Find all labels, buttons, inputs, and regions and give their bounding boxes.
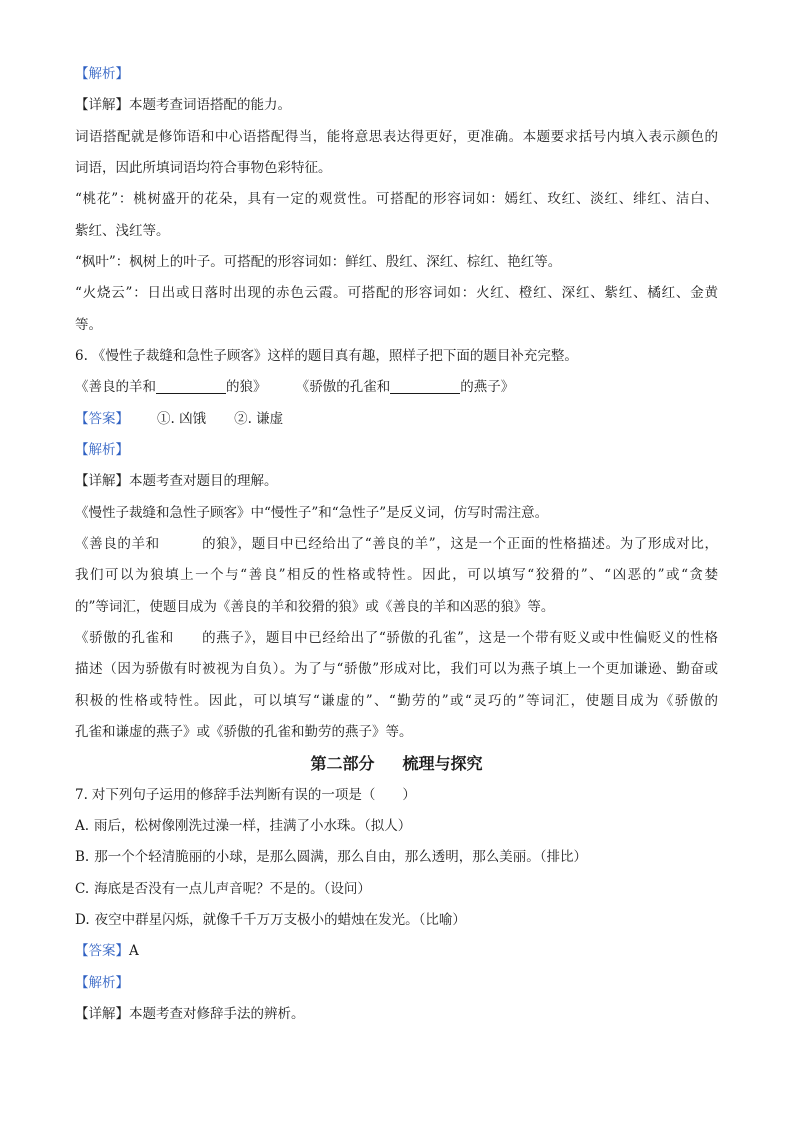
- peacock-explanation-line: 描述（因为骄傲有时被视为自负）。为了与“骄傲”形成对比，我们可以为燕子填上一个更加谦逊、勤奋或: [75, 661, 718, 678]
- page-content: [75, 59, 718, 1030]
- detail-text: 本题考查词语搭配的能力。: [129, 97, 291, 114]
- explanation-line: 词语搭配就是修饰语和中心语搭配得当，能将意思表达得更好，更准确。本题要求括号内填入表示颜色的: [75, 128, 718, 145]
- answer-label: 【答案】: [75, 943, 129, 960]
- answer-label: 【答案】: [75, 410, 129, 427]
- title-2-before: 《骄傲的孔雀和: [302, 379, 391, 396]
- answer-item-1: ①. 凶饿: [157, 410, 207, 427]
- title-2-after: 的燕子》: [460, 379, 515, 396]
- sheep-explanation-line: 的”等词汇，使题目成为《善良的羊和狡猾的狼》或《善良的羊和凶恶的狼》等。: [75, 598, 555, 615]
- peacock-explanation-line: 孔雀和谦虚的燕子》或《骄傲的孔雀和勤劳的燕子》等。: [75, 723, 413, 740]
- option-text: 雨后，松树像刚洗过澡一样，挂满了小水珠。（拟人）: [94, 817, 412, 834]
- analysis-label: 【解析】: [75, 66, 129, 82]
- answer-line: [75, 936, 718, 967]
- section-heading: [75, 748, 718, 779]
- option-a: [75, 811, 718, 842]
- explanation-line: 词语，因此所填词语均符合事物色彩特征。: [75, 159, 332, 176]
- detail-text: 本题考查对题目的理解。: [129, 473, 278, 490]
- option-letter: B.: [75, 849, 90, 866]
- option-b: [75, 842, 718, 873]
- question-6-titles: [75, 372, 718, 403]
- part-label: 第二部分: [310, 754, 375, 774]
- analysis-label: 【解析】: [75, 441, 129, 458]
- peacock-explanation-line: 积极的性格或特性。因此，可以填写“谦虚的”、“勤劳的”或“灵巧的”等词汇，使题目成为《骄傲的: [75, 692, 718, 709]
- title-1-before: 《善良的羊和: [75, 379, 156, 396]
- option-letter: A.: [75, 817, 90, 834]
- answer-blank: [390, 381, 460, 394]
- option-text: 夜空中群星闪烁，就像千千万万支极小的蜡烛在发光。（比喻）: [94, 911, 466, 928]
- question-number: 6.: [75, 347, 88, 364]
- detail-line: [75, 466, 718, 497]
- sheep-explanation-line: 我们可以为狼填上一个与“善良”相反的性格或特性。因此，可以填写“狡猾的”、“凶恶的”或“贪婪: [75, 567, 718, 584]
- option-letter: C.: [75, 880, 90, 897]
- peach-explanation-line: 紫红、浅红等。: [75, 222, 170, 239]
- explanation-line: 《慢性子裁缝和急性子顾客》中“慢性子”和“急性子”是反义词，仿写时需注意。: [75, 504, 549, 521]
- question-number: 7.: [75, 786, 88, 803]
- option-text: 海底是否没有一点儿声音呢？不是的。（设问）: [94, 880, 371, 897]
- option-letter: D.: [75, 911, 90, 928]
- peacock-explanation-line: 《骄傲的孔雀和 的燕子》，题目中已经给出了“骄傲的孔雀”，这是一个带有贬义或中性偏贬义的性格: [75, 629, 718, 646]
- cloud-explanation-line: “火烧云”：日出或日落时出现的赤色云霞。可搭配的形容词如：火红、橙红、深红、紫红、橘红、金黄: [75, 285, 718, 302]
- title-1-after: 的狼》: [226, 379, 267, 396]
- detail-label: 【详解】: [75, 1005, 129, 1022]
- answer-blank: [156, 381, 226, 394]
- question-6-stem: [75, 341, 718, 372]
- detail-text: 本题考查对修辞手法的辨析。: [129, 1005, 305, 1022]
- answer-value: A: [129, 943, 139, 960]
- part-title: 梳理与探究: [402, 754, 483, 774]
- question-text: 对下列句子运用的修辞手法判断有误的一项是（ ）: [91, 786, 416, 803]
- detail-line: [75, 999, 718, 1030]
- option-c: [75, 874, 718, 905]
- sheep-explanation-line: 《善良的羊和 的狼》，题目中已经给出了“善良的羊”，这是一个正面的性格描述。为了形成对比，: [75, 535, 718, 552]
- detail-line: [75, 90, 718, 121]
- peach-explanation-line: “桃花”：桃树盛开的花朵，具有一定的观赏性。可搭配的形容词如：嫣红、玫红、淡红、绯红、洁白、: [75, 191, 718, 208]
- maple-explanation-line: “枫叶”：枫树上的叶子。可搭配的形容词如：鲜红、殷红、深红、棕红、艳红等。: [75, 253, 562, 270]
- option-text: 那一个个轻清脆丽的小球，是那么圆满，那么自由，那么透明，那么美丽。（排比）: [94, 849, 587, 866]
- analysis-label: 【解析】: [75, 974, 129, 991]
- question-text: 《慢性子裁缝和急性子顾客》这样的题目真有趣，照样子把下面的题目补充完整。: [91, 347, 578, 364]
- detail-label: 【详解】: [75, 473, 129, 490]
- detail-label: 【详解】: [75, 97, 129, 114]
- option-d: [75, 905, 718, 936]
- answer-line: [75, 404, 718, 435]
- answer-item-2: ②. 谦虚: [234, 410, 284, 427]
- cloud-explanation-line: 等。: [75, 316, 102, 333]
- question-7-stem: [75, 780, 718, 811]
